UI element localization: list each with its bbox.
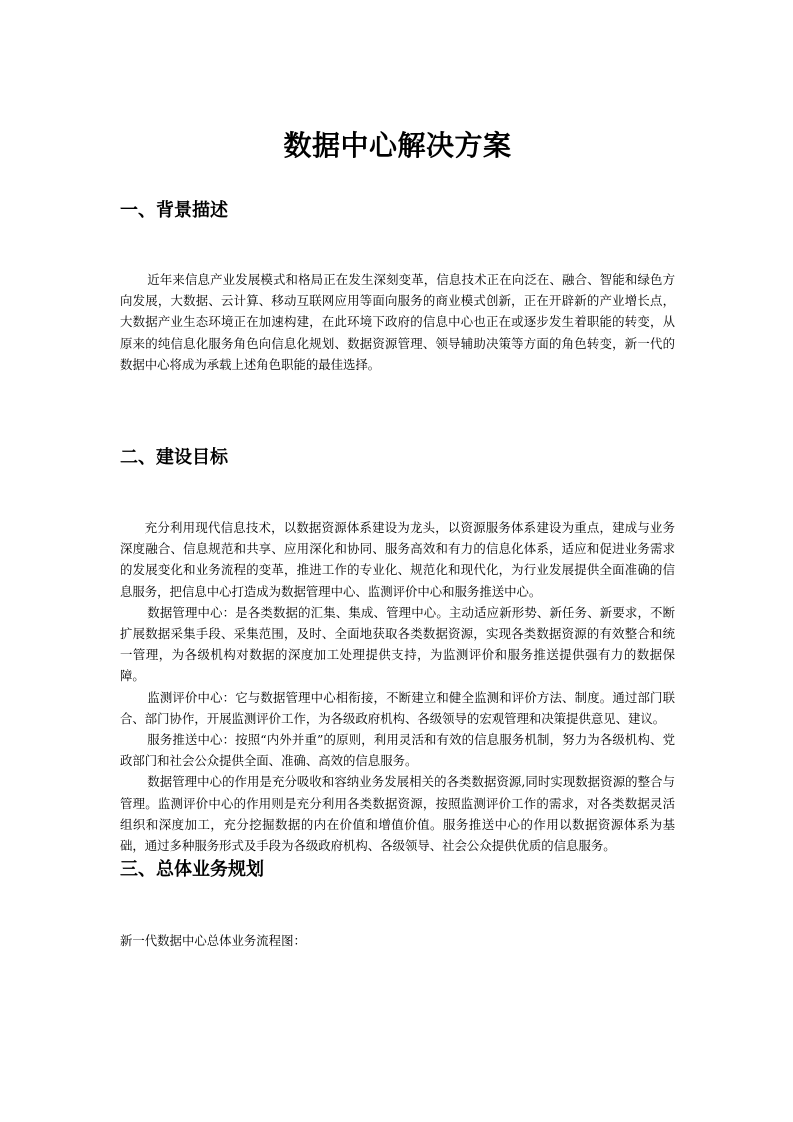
section-heading-goals: 二、建设目标 [120, 447, 228, 468]
paragraph: 充分利用现代信息技术，以数据资源体系建设为龙头，以资源服务体系建设为重点，建成与业务深度融合、信息规范和共享、应用深化和协同、服务高效和有力的信息化体系，适应和促进业务需求的发展变化和业务流程的变革，推进工作的专业化、规范化和现代化，为行业发展提供全面准确的信息服务，把信息中心打造成为数据管理中心、监测评价中心和服务推送中心。 [120, 520, 675, 599]
paragraph-data-management-center: 数据管理中心：是各类数据的汇集、集成、管理中心。主动适应新形势、新任务、新要求，不断扩展数据采集手段、采集范围，及时、全面地获取各类数据资源，实现各类数据资源的有效整合和统一管理，为各级机构对数据的深度加工处理提供支持，为监测评价和服务推送提供强有力的数据保障。 [120, 604, 675, 684]
paragraph-service-push-center: 服务推送中心：按照“内外并重”的原则，利用灵活和有效的信息服务机制，努力为各级机构、党政部门和社会公众提供全面、准确、高效的信息服务。 [120, 732, 675, 769]
section-heading-business-planning: 三、总体业务规划 [120, 859, 264, 880]
paragraph-monitoring-evaluation-center: 监测评价中心：它与数据管理中心相衔接，不断建立和健全监测和评价方法、制度。通过部门联合、部门协作，开展监测评价工作，为各级政府机构、各级领导的宏观管理和决策提供意见、建议。 [120, 689, 675, 726]
section-heading-background: 一、背景描述 [120, 200, 228, 221]
section-body-goals [120, 517, 675, 856]
paragraph: 近年来信息产业发展模式和格局正在发生深刻变革，信息技术正在向泛在、融合、智能和绿色方向发展，大数据、云计算、移动互联网应用等面向服务的商业模式创新，正在开辟新的产业增长点，大数据产业生态环境正在加速构建，在此环境下政府的信息中心也正在或逐步发生着职能的转变，从原来的纯信息化服务角色向信息化规划、数据资源管理、领导辅助决策等方面的角色转变，新一代的数据中心将成为承载上述角色职能的最佳选择。 [120, 272, 675, 372]
paragraph-roles-summary: 数据管理中心的作用是充分吸收和容纳业务发展相关的各类数据资源,同时实现数据资源的整合与管理。监测评价中心的作用则是充分利用各类数据资源，按照监测评价工作的需求，对各类数据灵活组织和深度加工，充分挖掘数据的内在价值和增值价值。服务推送中心的作用以数据资源体系为基础，通过多种服务形式及手段为各级政府机构、各级领导、社会公众提供优质的信息服务。 [120, 774, 675, 854]
section-body-background [120, 269, 675, 375]
flowchart-caption: 新一代数据中心总体业务流程图： [120, 933, 306, 948]
document-title: 数据中心解决方案 [283, 129, 512, 162]
